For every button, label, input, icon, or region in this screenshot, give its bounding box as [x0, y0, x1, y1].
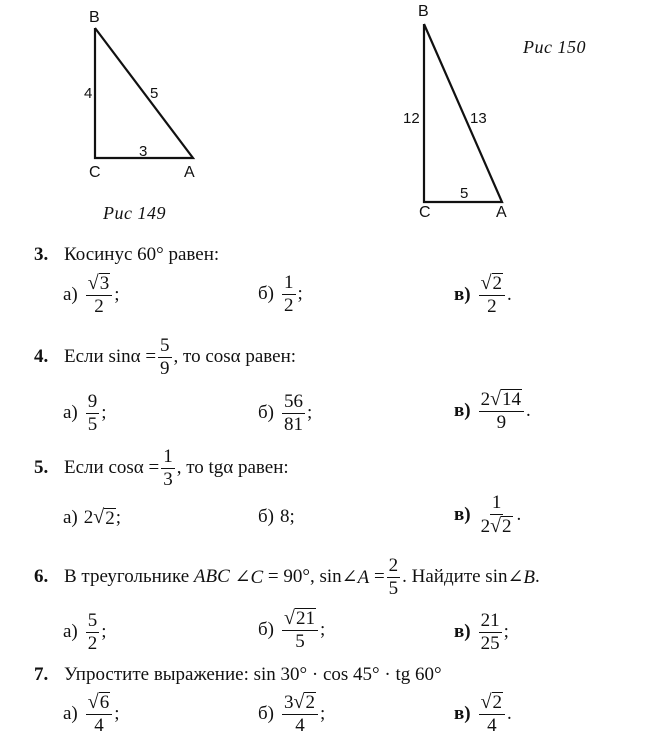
- answer-tail: .: [526, 399, 531, 421]
- question-text-after: . Найдите sin: [402, 566, 508, 588]
- figure-150-caption: Рис 150: [523, 37, 586, 57]
- numerator: 5: [160, 335, 170, 356]
- answer-fraction: [86, 611, 100, 654]
- answer-fraction: 3 √ 2 4: [282, 692, 318, 736]
- answer-tail: ;: [115, 506, 121, 528]
- denominator: 5: [87, 413, 98, 435]
- question-7: [34, 664, 442, 686]
- question-6: [34, 556, 540, 599]
- denominator: 2: [487, 295, 497, 317]
- denominator: 9: [160, 357, 170, 379]
- vertex-a-label: A: [184, 164, 195, 181]
- answer-label: б): [258, 506, 274, 527]
- figure-149-caption: Рис 149: [103, 203, 166, 223]
- answer-fraction: √ 3 2: [86, 273, 112, 317]
- answer-5c[interactable]: [454, 493, 521, 537]
- angle-c: ∠C: [234, 566, 264, 588]
- denominator: 3: [163, 468, 173, 490]
- radicand: 3: [99, 273, 110, 294]
- question-text-before: Если sinα =: [64, 346, 157, 368]
- answer-label: в): [454, 283, 471, 305]
- question-text: Упростите выражение: sin 30° · cos 45° · tg 60°: [64, 664, 442, 685]
- numerator: 1: [491, 492, 502, 513]
- numerator: 1: [284, 272, 294, 293]
- denominator: 5: [388, 577, 399, 599]
- question-fraction: [161, 447, 175, 490]
- answer-fraction: 1 2 √ 2: [480, 492, 512, 537]
- answer-fraction: [282, 392, 305, 435]
- question-4: [34, 336, 296, 379]
- triangle-name: ABC: [193, 566, 230, 588]
- answer-7a[interactable]: [63, 692, 120, 736]
- answer-label: в): [454, 503, 471, 525]
- answer-tail: ;: [307, 402, 313, 424]
- triangle-150-drawing: [380, 0, 665, 230]
- answer-label: б): [258, 618, 274, 640]
- denominator: 4: [94, 714, 104, 736]
- figure-149: [0, 0, 240, 230]
- answer-3b[interactable]: [258, 273, 303, 316]
- question-text-before: Если cosα =: [64, 457, 160, 479]
- answer-tail: ;: [319, 702, 326, 724]
- denominator: 2: [94, 295, 104, 317]
- coefficient: 2: [83, 506, 94, 528]
- answer-4c[interactable]: [454, 389, 531, 433]
- radicand: 2: [492, 273, 503, 294]
- vertex-b-label: B: [89, 9, 100, 26]
- answer-3c[interactable]: [454, 273, 512, 317]
- radicand: 2: [105, 508, 115, 530]
- answer-fraction: [479, 611, 502, 654]
- angle-a: ∠A: [341, 566, 370, 588]
- numerator: 5: [87, 610, 98, 631]
- figure-150: [380, 0, 665, 230]
- answer-tail: ;: [101, 621, 107, 643]
- question-number: 5.: [34, 457, 49, 479]
- numerator: 21: [480, 610, 500, 631]
- denominator: 9: [496, 411, 507, 433]
- side-ca-label: 5: [460, 185, 469, 202]
- denominator: 2: [284, 294, 294, 316]
- answer-label: в): [454, 621, 471, 643]
- question-fraction: [158, 336, 172, 379]
- numerator: 1: [163, 446, 173, 467]
- question-text-before: В треугольнике: [64, 566, 190, 588]
- answer-label: б): [258, 283, 274, 305]
- answer-tail: ;: [319, 618, 326, 640]
- radicand: 21: [295, 608, 315, 629]
- vertex-c-label: C: [89, 164, 101, 181]
- answer-5a[interactable]: а) 2 √ 2 ;: [63, 506, 121, 530]
- angle-b: ∠B: [507, 566, 536, 588]
- answer-3a[interactable]: [63, 273, 120, 317]
- question-text: Косинус 60° равен:: [64, 244, 220, 265]
- answer-fraction: √ 2 2: [479, 273, 505, 317]
- answer-label: а): [63, 702, 78, 724]
- answer-value: 8;: [280, 506, 295, 527]
- question-3: [34, 244, 219, 266]
- answer-fraction: [282, 273, 296, 316]
- answer-tail: .: [516, 503, 522, 525]
- answer-4a[interactable]: [63, 392, 107, 435]
- answer-tail: ;: [503, 621, 509, 643]
- answer-5b[interactable]: [258, 506, 295, 528]
- side-bc-label: 12: [403, 110, 420, 127]
- answer-fraction: √ 21 5: [282, 608, 318, 652]
- answer-tail: .: [507, 702, 512, 724]
- vertex-c-label: C: [419, 204, 431, 221]
- angle-c-value: = 90°, sin: [267, 566, 342, 588]
- denominator: 4: [487, 714, 497, 736]
- radicand: 2: [492, 692, 503, 713]
- answer-fraction: 2 √ 14 9: [479, 389, 524, 433]
- radicand: 2: [502, 515, 512, 537]
- answer-4b[interactable]: [258, 392, 312, 435]
- equals-sign: =: [373, 566, 385, 588]
- answer-label: а): [63, 283, 78, 305]
- coefficient: 2: [480, 389, 491, 410]
- radicand: 14: [502, 389, 522, 410]
- answer-fraction: √ 6 4: [86, 692, 112, 736]
- radicand: 6: [99, 692, 110, 713]
- answer-label: а): [63, 621, 78, 643]
- numerator: 56: [284, 391, 303, 412]
- vertex-b-label: B: [418, 3, 429, 20]
- question-fraction: [387, 556, 401, 599]
- question-number: 3.: [34, 244, 49, 265]
- question-number: 4.: [34, 346, 49, 368]
- answer-6a[interactable]: [63, 611, 107, 654]
- triangle-149-drawing: [0, 0, 240, 230]
- question-text-after: , то tgα равен:: [176, 457, 289, 479]
- answer-tail: ;: [101, 402, 107, 424]
- answer-fraction: [86, 392, 100, 435]
- denominator: 5: [295, 630, 305, 652]
- question-text-after: , то cosα равен:: [173, 346, 297, 368]
- side-ba-label: 5: [150, 85, 159, 102]
- radicand: 2: [305, 692, 315, 713]
- vertex-a-label: A: [496, 204, 507, 221]
- answer-tail: ;: [114, 283, 120, 305]
- answer-tail: .: [507, 283, 512, 305]
- answer-tail: ;: [297, 283, 303, 305]
- denominator: 2: [87, 632, 98, 654]
- question-number: 7.: [34, 664, 49, 685]
- side-bc-label: 4: [84, 85, 93, 102]
- numerator: 2: [388, 555, 399, 576]
- answer-fraction: √ 2 4: [479, 692, 505, 736]
- question-5: [34, 447, 289, 490]
- question-end: .: [535, 566, 540, 588]
- coefficient: 2: [480, 515, 491, 537]
- answer-label: б): [258, 402, 274, 424]
- denominator: 81: [284, 413, 303, 435]
- answer-7c[interactable]: [454, 692, 512, 736]
- answer-label: а): [63, 402, 78, 424]
- answer-label: в): [454, 399, 471, 421]
- answer-label: а): [63, 506, 78, 528]
- answer-7b[interactable]: [258, 692, 325, 736]
- side-ca-label: 3: [139, 143, 148, 160]
- denominator: 25: [480, 632, 500, 654]
- answer-label: в): [454, 702, 471, 724]
- denominator: 4: [295, 714, 305, 736]
- side-ba-label: 13: [470, 110, 487, 127]
- numerator: 9: [87, 391, 98, 412]
- answer-tail: ;: [114, 702, 120, 724]
- answer-6b[interactable]: [258, 608, 325, 652]
- answer-label: б): [258, 702, 274, 724]
- answer-6c[interactable]: [454, 611, 509, 654]
- question-number: 6.: [34, 566, 49, 588]
- coefficient: 3: [284, 692, 294, 713]
